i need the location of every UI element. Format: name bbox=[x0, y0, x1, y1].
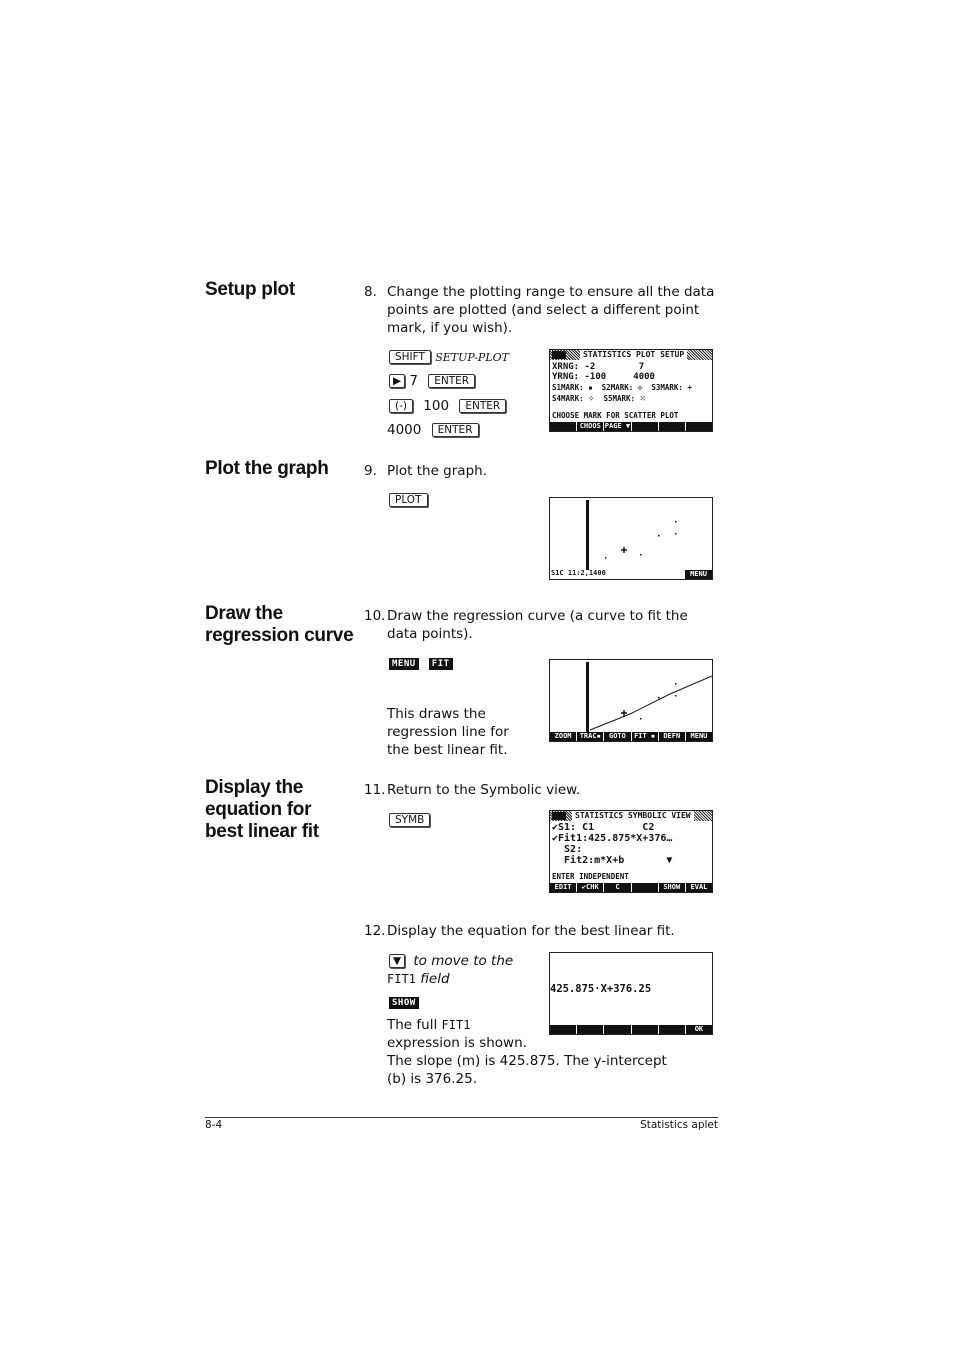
step-number-9: 9. bbox=[364, 463, 377, 479]
step-text-11: Return to the Symbolic view. bbox=[387, 782, 581, 798]
screen-menubar bbox=[550, 422, 712, 431]
menu-slot bbox=[632, 883, 659, 892]
full-expression-line1 bbox=[387, 1016, 470, 1034]
calculator-screen-show-expression bbox=[549, 952, 713, 1035]
step-text-8: Change the plotting range to ensure all the data points are plotted (and select a different point mark, if you wish). bbox=[387, 284, 715, 336]
menu-slot bbox=[550, 422, 577, 431]
menu-slot bbox=[632, 1025, 659, 1034]
keys-setup-line1 bbox=[389, 348, 509, 367]
menu-slot: SHOW bbox=[659, 883, 686, 892]
enter-key: ENTER bbox=[432, 423, 479, 437]
keys-setup-line2 bbox=[389, 372, 475, 390]
screen-menubar bbox=[550, 883, 712, 892]
chapter-title: Statistics aplet bbox=[640, 1119, 718, 1131]
menu-slot bbox=[686, 422, 712, 431]
screen-title: STATISTICS PLOT SETUP bbox=[580, 350, 687, 360]
data-point bbox=[675, 695, 677, 697]
data-points bbox=[605, 521, 677, 559]
screen-line: XRNG: -2 7 bbox=[552, 362, 645, 372]
shift-key: SHIFT bbox=[389, 350, 431, 364]
setup-plot-label: SETUP-PLOT bbox=[435, 351, 509, 364]
aplet-badge bbox=[552, 351, 566, 359]
regression-plot-graphic bbox=[550, 660, 712, 741]
keys-symb bbox=[389, 811, 430, 829]
screen-line: S1MARK: ▪ S2MARK: ✣ S3MARK: + bbox=[552, 383, 692, 392]
field-label: field bbox=[420, 971, 450, 987]
fit1-field-name: FIT1 bbox=[387, 972, 416, 986]
menu-slot: MENU bbox=[690, 732, 708, 740]
menu-slot: ZOOM bbox=[550, 732, 577, 741]
menu-slot bbox=[659, 1025, 686, 1034]
regression-note: This draws the regression line for the best linear fit. bbox=[387, 706, 509, 758]
menu-slot: OK bbox=[694, 1025, 704, 1033]
page-number: 8-4 bbox=[205, 1119, 223, 1131]
step-text-10: Draw the regression curve (a curve to fit the data points). bbox=[387, 608, 688, 642]
menu-slot: PAGE ▼ bbox=[604, 422, 631, 430]
keys-plot bbox=[389, 491, 428, 509]
menu-slot: GOTO bbox=[604, 732, 631, 741]
cursor-cross-icon bbox=[621, 547, 627, 553]
value-four-thousand: 4000 bbox=[387, 422, 422, 438]
screen-line: ✔Fit1:425.875*X+376… bbox=[552, 833, 673, 844]
screen-title: STATISTICS SYMBOLIC VIEW bbox=[572, 811, 694, 821]
calculator-screen-plot-setup bbox=[549, 349, 713, 432]
value-seven: 7 bbox=[409, 373, 418, 389]
enter-key: ENTER bbox=[459, 399, 506, 413]
menu-slot: TRAC▪ bbox=[577, 732, 604, 741]
step-text-12: Display the equation for the best linear fit. bbox=[387, 923, 675, 939]
step-number-12: 12. bbox=[364, 923, 386, 939]
calculator-screen-symbolic-view bbox=[549, 810, 713, 893]
full-fit1: FIT1 bbox=[441, 1018, 471, 1032]
heading-display-line2: equation for bbox=[205, 799, 312, 820]
screen-line: Fit2:m*X+b ▼ bbox=[552, 855, 673, 866]
calculator-screen-regression bbox=[549, 659, 713, 742]
move-instruction: to move to the bbox=[413, 953, 514, 969]
symb-key: SYMB bbox=[389, 813, 430, 827]
step-text-9: Plot the graph. bbox=[387, 463, 487, 479]
step-number-11: 11. bbox=[364, 782, 386, 798]
screen-line: S4MARK: ⁘ S5MARK: ⁙ bbox=[552, 394, 646, 403]
keys-step12-line2 bbox=[387, 970, 450, 988]
aplet-badge bbox=[552, 812, 566, 820]
menu-slot: CHOOS bbox=[577, 422, 604, 431]
menu-slot: EDIT bbox=[550, 883, 577, 892]
data-point bbox=[605, 557, 607, 559]
footer-rule bbox=[205, 1117, 718, 1118]
menu-slot bbox=[604, 1025, 631, 1034]
menu-softkey: MENU bbox=[685, 570, 712, 579]
data-point bbox=[640, 554, 642, 556]
screen-menubar bbox=[550, 732, 712, 741]
menu-softkey: MENU bbox=[389, 658, 419, 670]
show-softkey: SHOW bbox=[389, 997, 419, 1009]
screen-line: YRNG: -100 4000 bbox=[552, 372, 655, 382]
menu-slot: DEFN bbox=[659, 732, 686, 741]
step-number-8: 8. bbox=[364, 284, 377, 300]
data-point bbox=[658, 535, 660, 537]
full-pre: The full bbox=[387, 1017, 438, 1033]
keys-step12-line3 bbox=[389, 992, 419, 1011]
heading-setup-plot: Setup plot bbox=[205, 279, 295, 300]
menu-slot: FIT ▪ bbox=[632, 732, 659, 741]
full-expression-line2: expression is shown. bbox=[387, 1035, 527, 1051]
down-arrow-key: ▼ bbox=[389, 954, 405, 968]
calculator-screen-scatter-plot bbox=[549, 497, 713, 580]
menu-slot bbox=[659, 422, 686, 431]
keys-setup-line4 bbox=[387, 421, 479, 439]
scatter-plot-graphic bbox=[550, 498, 712, 579]
heading-display-line1: Display the bbox=[205, 777, 304, 798]
keys-regression bbox=[389, 653, 453, 672]
screen-titlebar bbox=[550, 350, 712, 360]
screen-line: ✔S1: C1 C2 bbox=[552, 822, 655, 833]
y-axis bbox=[586, 500, 589, 570]
step-number-10: 10. bbox=[364, 608, 386, 624]
screen-titlebar bbox=[550, 811, 712, 821]
menu-slot bbox=[632, 422, 659, 431]
enter-key: ENTER bbox=[428, 374, 475, 388]
y-axis bbox=[586, 662, 589, 732]
menu-slot bbox=[577, 1025, 604, 1034]
menu-slot bbox=[550, 1025, 577, 1034]
data-point bbox=[640, 718, 642, 720]
coordinate-readout: S1C 11:2,1400 bbox=[551, 569, 606, 577]
heading-regression-line2: regression curve bbox=[205, 625, 354, 646]
keys-setup-line3 bbox=[389, 397, 506, 415]
regression-line bbox=[590, 676, 712, 730]
menu-slot: EVAL bbox=[690, 883, 708, 891]
negate-key: (-) bbox=[389, 399, 413, 413]
menu-slot: ✔CHK bbox=[577, 883, 604, 892]
data-point bbox=[675, 521, 677, 523]
data-point bbox=[675, 683, 677, 685]
heading-plot-graph: Plot the graph bbox=[205, 458, 329, 479]
data-point bbox=[658, 697, 660, 699]
screen-line: S2: bbox=[552, 844, 583, 855]
screen-line: ENTER INDEPENDENT bbox=[552, 872, 629, 881]
slope-intercept-text: The slope (m) is 425.875. The y-intercept (b) is 376.25. bbox=[387, 1053, 667, 1087]
right-arrow-key: ▶ bbox=[389, 374, 405, 388]
plot-key: PLOT bbox=[389, 493, 428, 507]
keys-step12-line1 bbox=[389, 952, 513, 970]
heading-display-line3: best linear fit bbox=[205, 821, 319, 842]
data-point bbox=[675, 533, 677, 535]
fit-softkey: FIT bbox=[429, 658, 453, 670]
screen-line: CHOOSE MARK FOR SCATTER PLOT bbox=[552, 411, 679, 420]
screen-menubar bbox=[550, 1025, 712, 1034]
expression-display: 425.875·X+376.25 bbox=[550, 983, 652, 995]
value-hundred: 100 bbox=[423, 398, 450, 414]
menu-slot: C bbox=[604, 883, 631, 892]
heading-regression-line1: Draw the bbox=[205, 603, 283, 624]
